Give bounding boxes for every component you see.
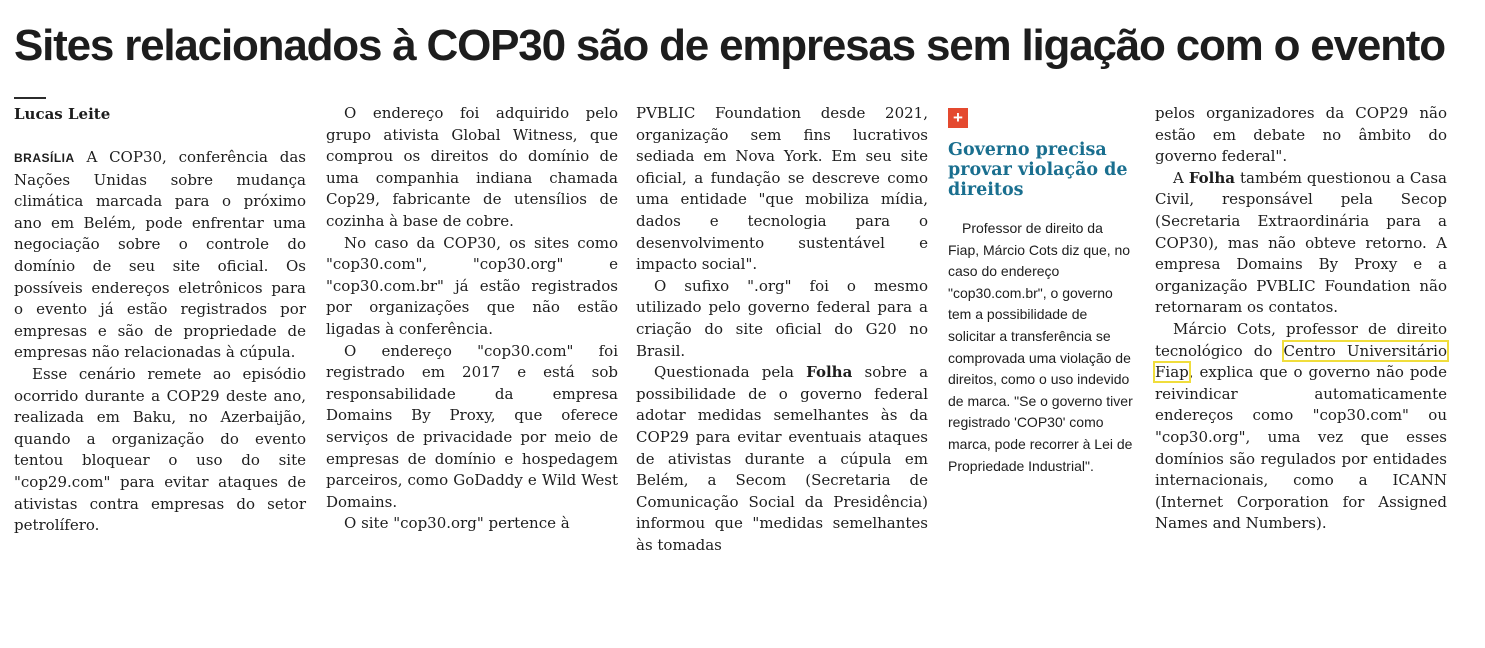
paragraph: Esse cenário remete ao episódio ocorrido durante a COP29 deste ano, realizada em Baku, no Azerbaijão, quando a organização do evento tentou bloquear o uso do site "cop29.com" para evitar ataques de ativistas contra empresas do setor petrolífero.	[14, 364, 306, 535]
plus-icon: +	[948, 108, 968, 128]
paragraph-text: também questionou a Casa Civil, responsável pela Secop (Secretaria Extraordinária para a COP30), mas não obteve retorno. A empresa Domains By Proxy e a organização PVBLIC Foundation não retornaram os contatos.	[1155, 168, 1447, 317]
paragraph	[14, 147, 306, 364]
paragraph-text: sobre a possibilidade de o governo federal adotar medidas semelhantes às da COP29 para evitar eventuais ataques de ativistas durante a cúpula em Belém, a Secom (Secretaria de Comunicação Social da Presidência) informou que "medidas semelhantes às tomadas	[636, 363, 929, 554]
paragraph: No caso da COP30, os sites como "cop30.com", "cop30.org" e "cop30.com.br" já estão registrados por organizações que não estão ligadas à conferência.	[326, 233, 618, 338]
paragraph-text: Márcio Cots, professor de direito tecnológico do	[1155, 319, 1447, 360]
article-column-1	[14, 147, 306, 537]
newspaper-name: Folha	[1188, 168, 1236, 187]
article-column-3	[636, 103, 928, 556]
paragraph: O sufixo ".org" foi o mesmo utilizado pelo governo federal para a criação do site oficial do G20 no Brasil.	[636, 276, 928, 360]
paragraph-text: A	[1173, 168, 1189, 187]
paragraph	[636, 362, 928, 556]
highlighted-institution: Centro Universitário Fiap	[1155, 341, 1447, 382]
paragraph-text: , explica que o governo não pode reivindicar automaticamente endereços como "cop30.com" ou "cop30.org", uma vez que esses domínios são regulados por entidades internacionais, como a ICANN (Internet Corporation for Assigned Names and Numbers).	[1155, 363, 1447, 533]
paragraph	[1155, 168, 1447, 319]
byline-rule	[14, 97, 46, 99]
article-column-2	[326, 103, 618, 535]
paragraph-text: Questionada pela	[654, 363, 807, 382]
paragraph: O site "cop30.org" pertence à	[344, 514, 570, 533]
newspaper-name: Folha	[806, 363, 853, 382]
paragraph: pelos organizadores da COP29 não estão em debate no âmbito do governo federal".	[1155, 104, 1447, 166]
sidebar-title: Governo precisa provar violação de direitos	[948, 140, 1128, 200]
article-column-5	[1155, 103, 1447, 535]
paragraph: PVBLIC Foundation desde 2021, organização sem fins lucrativos sediada em Nova York. Em seu site oficial, a fundação se descreve como uma entidade "que mobiliza mídia, dados e tecnologia para o desenvolvimento sustentável e impacto social".	[636, 104, 928, 274]
headline: Sites relacionados à COP30 são de empresas sem ligação com o evento	[14, 21, 1445, 70]
paragraph: O endereço "cop30.com" foi registrado em 2017 e está sob responsabilidade da empresa Domains By Proxy, que oferece serviços de privacidade por meio de empresas de domínio e hospedagem parceiros, como GoDaddy e Wild West Domains.	[326, 341, 618, 511]
byline: Lucas Leite	[14, 105, 111, 123]
sidebar-box	[948, 108, 1133, 477]
sidebar-text: Professor de direito da Fiap, Márcio Cots diz que, no caso do endereço "cop30.com.br", o governo tem a possibilidade de solicitar a transferência se comprovada uma violação de direitos, como o uso indevido de marca. "Se o governo tiver registrado 'COP30' como marca, pode recorrer à Lei de Propriedade Industrial".	[948, 220, 1133, 474]
paragraph	[1155, 319, 1447, 535]
dateline: BRASÍLIA	[14, 151, 75, 165]
paragraph: O endereço foi adquirido pelo grupo ativista Global Witness, que comprou os direitos do domínio de uma companhia indiana chamada Cop29, fabricante de utensílios de cozinha à base de cobre.	[326, 104, 618, 230]
paragraph-text: A COP30, conferência das Nações Unidas sobre mudança climática marcada para o próximo ano em Belém, pode enfrentar uma negociação sobre o controle do domínio de seu site oficial. Os possíveis endereços eletrônicos para o evento já estão registrados por empresas e são de propriedade de empresas não relacionadas à cúpula.	[14, 148, 306, 362]
